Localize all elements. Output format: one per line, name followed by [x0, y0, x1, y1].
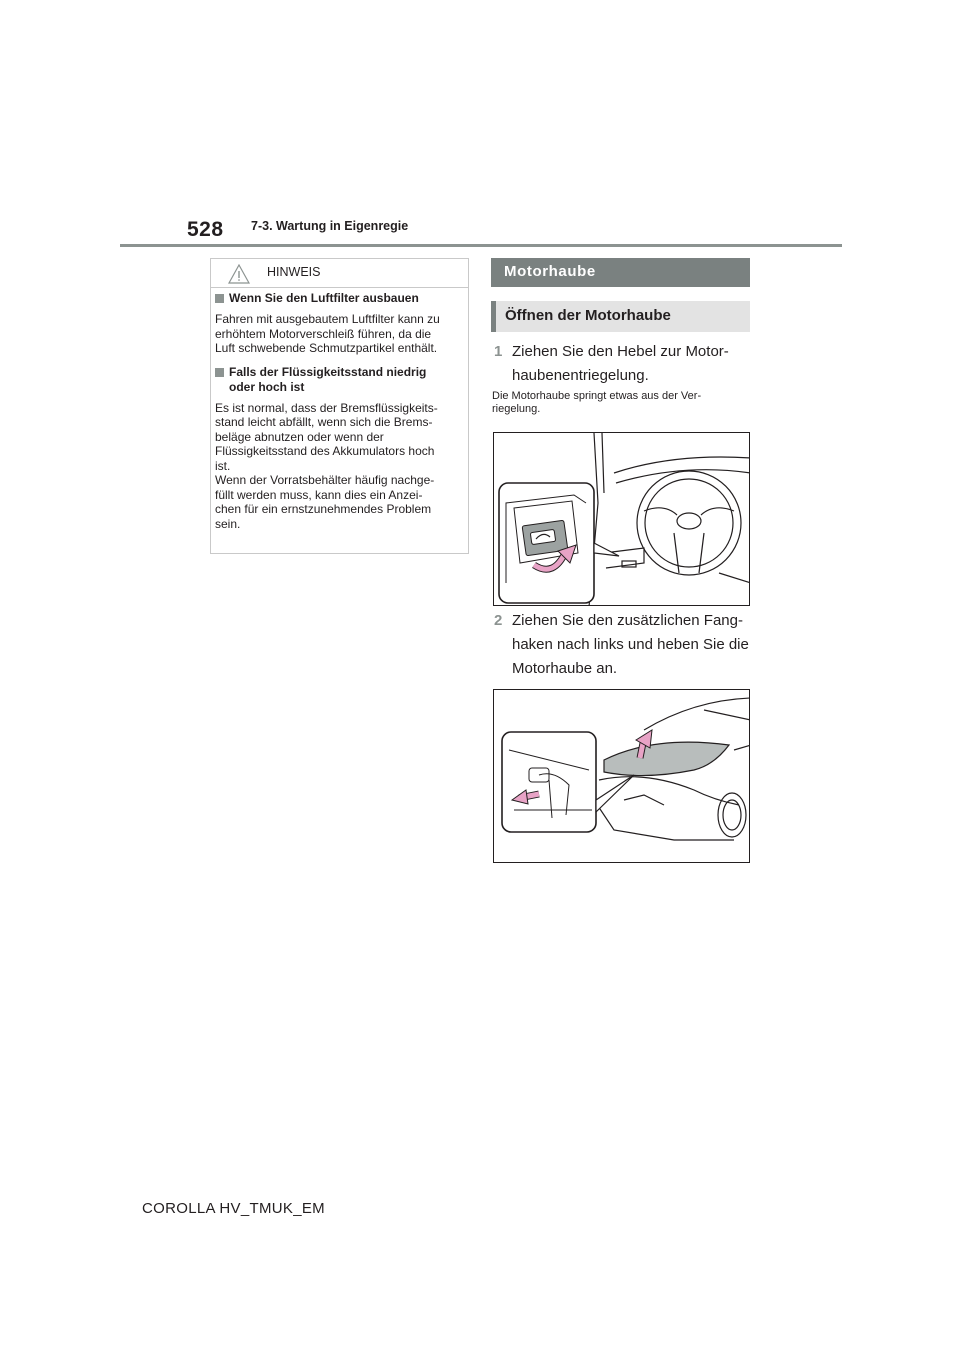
step-2 [494, 609, 750, 681]
step-1 [494, 340, 750, 388]
step-text: Ziehen Sie den zusätzlichen Fang- haken nach links und heben Sie die Motorhaube an. [512, 612, 749, 677]
notice-header [211, 259, 468, 288]
notice-item-heading: Wenn Sie den Luftfilter ausbauen [229, 291, 419, 305]
subsection-heading-bar [491, 301, 750, 332]
step-text: Ziehen Sie den Hebel zur Motor- haubenentriegelung. [512, 343, 729, 384]
step-number: 1 [494, 343, 503, 360]
hood-catch-drawing [494, 690, 750, 863]
bullet-square-icon [215, 368, 224, 377]
hood-release-illustration [493, 432, 750, 606]
step-1-note: Die Motorhaube springt etwas aus der Ver- riegelung. [492, 390, 702, 415]
notice-item-text: Fahren mit ausgebautem Luftfilter kann zu erhöhtem Motorverschleiß führen, da die Luft schwebende Schmutzpartikel enthält. [215, 312, 440, 355]
model-code: COROLLA HV_TMUK_EM [142, 1200, 325, 1217]
notice-item-text: Es ist normal, dass der Bremsflüssigkeits- stand leicht abfällt, wenn sich die Brems- beläge abnutzen oder wenn der Flüssigkeitsstand des Akkumulators hoch ist. Wenn der Vorratsbehälter häufig nachge- füllt werden muss, kann dies ein Anzei- chen für ein ernstzunehmendes Problem sein. [215, 400, 438, 531]
header-divider [120, 244, 842, 247]
hood-release-drawing [494, 433, 750, 606]
step-number: 2 [494, 612, 503, 629]
notice-body [215, 291, 463, 540]
page-number: 528 [187, 218, 224, 241]
notice-item-heading: Falls der Flüssigkeitsstand niedrig oder hoch ist [229, 364, 427, 394]
notice-box [210, 258, 469, 554]
notice-item [215, 365, 463, 532]
subsection-heading: Öffnen der Motorhaube [505, 307, 671, 324]
notice-item [215, 291, 463, 356]
section-heading: Motorhaube [504, 263, 596, 280]
chapter-title: 7-3. Wartung in Eigenregie [251, 219, 409, 233]
section-heading-bar [491, 258, 750, 287]
hood-catch-illustration [493, 689, 750, 863]
notice-title: HINWEIS [267, 265, 321, 279]
warning-triangle-icon [228, 264, 250, 284]
bullet-square-icon [215, 294, 224, 303]
